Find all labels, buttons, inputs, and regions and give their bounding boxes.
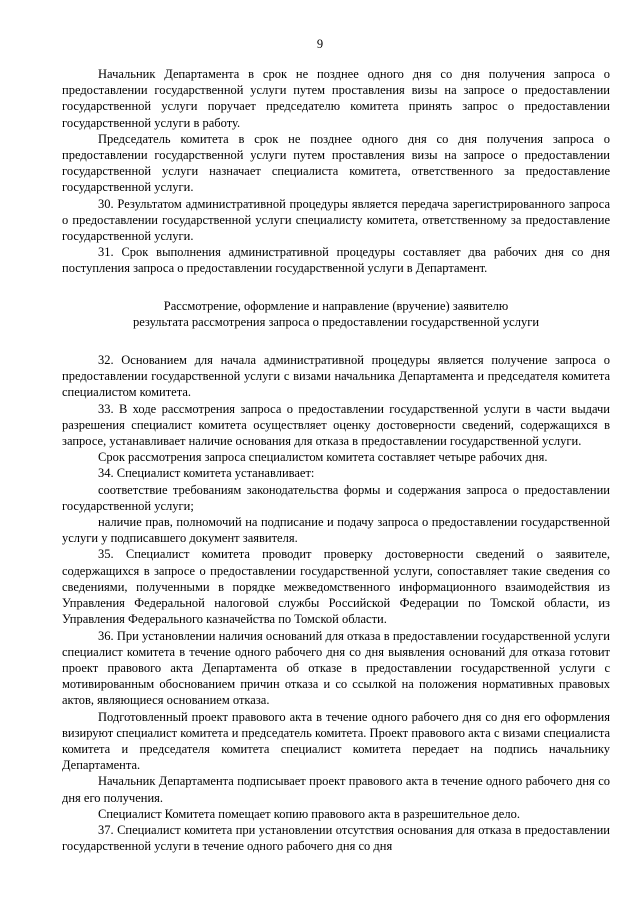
section-heading	[62, 298, 610, 330]
paragraph: 35. Специалист комитета проводит проверку достоверности сведений о заявителе, содержащихся в запросе о предоставлении государственной услуги, сопоставляет такие сведения со сведениями, полученными в порядке межведомственного информационного взаимодействия из Управления Федеральной налоговой службы Российской Федерации по Томской области, из Управления Федерального казначейства по Томской области.	[62, 547, 610, 627]
section-heading-line-1: Рассмотрение, оформление и направление (вручение) заявителю	[163, 298, 509, 313]
paragraph: 34. Специалист комитета устанавливает:	[98, 466, 315, 481]
paragraph: 30. Результатом административной процедуры является передача зарегистрированного запроса о предоставлении государственной услуги специалисту комитета, ответственному за предоставление государственной услуги.	[62, 196, 610, 244]
page-number: 9	[316, 37, 324, 51]
paragraph: Начальник Департамента в срок не позднее одного дня со дня получения запроса о предоставлении государственной услуги путем проставления визы на запросе о предоставлении государственной услуги поручает председателю комитета принять запрос о предоставлении государственной услуги в работу.	[62, 67, 610, 130]
paragraph: 32. Основанием для начала административной процедуры является получение запроса о предоставлении государственной услуги с визами начальника Департамента и председателя комитета специалистом комитета.	[62, 353, 610, 400]
paragraph: Начальник Департамента подписывает проект правового акта в течение одного рабочего дня со дня его получения.	[62, 774, 610, 805]
paragraph: 37. Специалист комитета при установлении отсутствия основания для отказа в предоставлении государственной услуги в течение одного рабочего дня со дня	[62, 822, 610, 854]
paragraph: соответствие требованиям законодательства формы и содержания запроса о предоставлении государственной услуги;	[62, 482, 610, 513]
paragraph: 31. Срок выполнения административной процедуры составляет два рабочих дня со дня поступления запроса о предоставлении государственной услуги в Департамент.	[62, 245, 610, 276]
document-body	[62, 66, 610, 854]
paragraph: Срок рассмотрения запроса специалистом комитета составляет четыре рабочих дня.	[98, 450, 548, 465]
paragraph: Специалист Комитета помещает копию правового акта в разрешительное дело.	[98, 806, 520, 821]
paragraph: наличие прав, полномочий на подписание и подачу запроса о предоставлении государственной услуги у подписавшего документ заявителя.	[62, 515, 610, 546]
paragraph: 33. В ходе рассмотрения запроса о предоставлении государственной услуги в части выдачи разрешения специалист комитета осуществляет оценку достоверности сведений, содержащихся в запросе, устанавливает наличие основания для отказа в предоставлении государственной услуги.	[62, 401, 610, 449]
paragraph: Подготовленный проект правового акта в течение одного рабочего дня со дня его оформления визируют специалист комитета и председатель комитета. Проект правового акта с визами специалиста комитета и председателя комитета специалист комитета передает на подпись начальнику Департамента.	[62, 709, 610, 773]
paragraph: Председатель комитета в срок не позднее одного дня со дня получения запроса о предоставлении государственной услуги путем проставления визы на запросе о предоставлении государственной услуги назначает специалиста комитета, ответственного за предоставление государственной услуги.	[62, 131, 610, 195]
section-heading-line-2: результата рассмотрения запроса о предоставлении государственной услуги	[132, 314, 540, 329]
paragraph: 36. При установлении наличия оснований для отказа в предоставлении государственной услуги специалист комитета в течение одного рабочего дня со дня выявления оснований для отказа готовит проект правового акта Департамента об отказе в предоставлении государственной услуги с мотивированным обоснованием причин отказа и со ссылкой на положения нормативных правовых актов, являющиеся основанием отказа.	[62, 628, 610, 708]
